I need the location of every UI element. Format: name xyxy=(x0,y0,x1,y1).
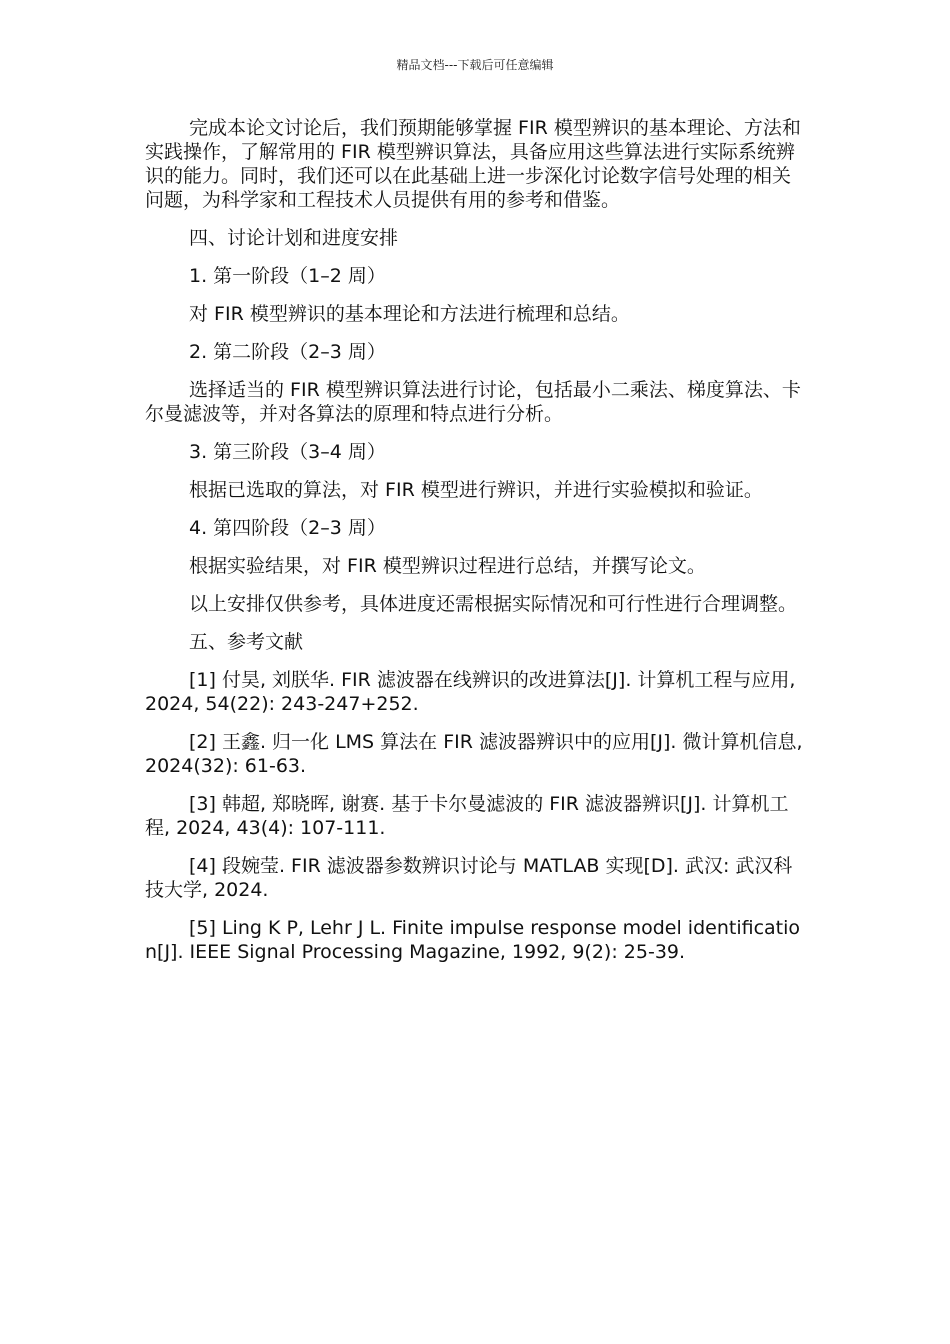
section-heading-plan: 四、讨论计划和进度安排 xyxy=(189,227,399,249)
section-heading-references: 五、参考文献 xyxy=(189,631,304,653)
document-body xyxy=(145,116,807,964)
stage-1-text: 对 FIR 模型辨识的基本理论和方法进行梳理和总结。 xyxy=(189,303,630,325)
paragraph-expected-outcomes: 完成本论文讨论后，我们预期能够掌握 FIR 模型辨识的基本理论、方法和实践操作，了解常用的 FIR 模型辨识算法，具备应用这些算法进行实际系统辨识的能力。同时，我们还可以在此基础上进一步深化讨论数字信号处理的相关问题，为科学家和工程技术人员提供有用的参考和借鉴。 xyxy=(145,117,801,211)
reference-item: [1] 付昊, 刘朕华. FIR 滤波器在线辨识的改进算法[J]. 计算机工程与应用, 2024, 54(22): 243-247+252. xyxy=(145,669,796,715)
stage-4-text: 根据实验结果，对 FIR 模型辨识过程进行总结，并撰写论文。 xyxy=(189,555,706,577)
schedule-note: 以上安排仅供参考，具体进度还需根据实际情况和可行性进行合理调整。 xyxy=(189,593,798,615)
reference-item: [4] 段婉莹. FIR 滤波器参数辨识讨论与 MATLAB 实现[D]. 武汉: 武汉科技大学, 2024. xyxy=(145,855,793,901)
stage-2-text: 选择适当的 FIR 模型辨识算法进行讨论，包括最小二乘法、梯度算法、卡尔曼滤波等，并对各算法的原理和特点进行分析。 xyxy=(145,379,801,425)
reference-item: [3] 韩超, 郑晓晖, 谢赛. 基于卡尔曼滤波的 FIR 滤波器辨识[J]. 计算机工程, 2024, 43(4): 107-111. xyxy=(145,793,789,839)
stage-4-heading: 4. 第四阶段（2–3 周） xyxy=(189,517,386,539)
stage-1-heading: 1. 第一阶段（1–2 周） xyxy=(189,265,386,287)
stage-2-heading: 2. 第二阶段（2–3 周） xyxy=(189,341,386,363)
stage-3-heading: 3. 第三阶段（3–4 周） xyxy=(189,441,386,463)
page-header: 精品文档---下载后可任意编辑 xyxy=(396,58,554,72)
reference-item: [2] 王鑫. 归一化 LMS 算法在 FIR 滤波器辨识中的应用[J]. 微计算机信息, 2024(32): 61-63. xyxy=(145,731,803,777)
stage-3-text: 根据已选取的算法，对 FIR 模型进行辨识，并进行实验模拟和验证。 xyxy=(189,479,763,501)
reference-item: [5] Ling K P, Lehr J L. Finite impulse response model identification[J]. IEEE Signal Processing Magazine, 1992, 9(2): 25-39. xyxy=(145,917,801,963)
